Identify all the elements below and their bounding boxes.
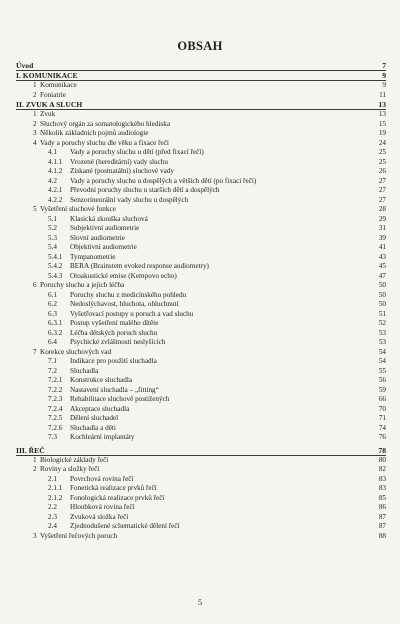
toc-entry-page: 87 (378, 522, 386, 530)
toc-entry-label: Vady a poruchy sluchu u dospělých a větších dětí (po fixaci řečí) (70, 176, 257, 185)
toc-entry-label: Několik základních pojmů audiologie (40, 129, 149, 137)
toc-entry (16, 177, 386, 187)
toc-entry-label: Korekce sluchových vad (40, 347, 112, 356)
table-of-contents (16, 61, 386, 541)
toc-entry-page: 71 (378, 414, 386, 422)
page-number: 5 (198, 598, 202, 607)
toc-entry (16, 319, 386, 329)
toc-entry (16, 532, 386, 542)
toc-entry-label: Povrchová rovina řečí (70, 474, 134, 483)
toc-entry-page: 59 (378, 385, 386, 394)
toc-entry-number: 6.1 (48, 290, 57, 299)
toc-entry-label: Subjektivní audiometrie (70, 224, 140, 232)
toc-entry-page: 25 (378, 148, 386, 156)
toc-entry-number: 5 (33, 205, 37, 213)
toc-entry-label: Poruchy sluchu a jejich léčba (40, 281, 125, 289)
toc-entry-label: Objektivní audiometrie (70, 243, 137, 251)
toc-entry-number: 4 (33, 138, 37, 147)
toc-entry (16, 196, 386, 206)
toc-entry-number: 2.4 (48, 522, 57, 530)
toc-entry-page: 9 (382, 81, 386, 89)
toc-entry-page: 66 (378, 395, 386, 403)
toc-entry (16, 386, 386, 396)
toc-entry (16, 414, 386, 424)
toc-entry (16, 367, 386, 377)
toc-entry (16, 129, 386, 139)
toc-entry-number: 2 (33, 90, 37, 99)
toc-entry-number: 6.3 (48, 309, 57, 318)
toc-entry-label: Vrozené (hereditární) vady sluchu (70, 157, 168, 166)
toc-entry-label: Slovní audiometrie (70, 233, 125, 242)
toc-entry (16, 81, 386, 91)
toc-entry-label: Roviny a složky řečí (40, 465, 100, 473)
toc-entry-number: 5.4 (48, 243, 57, 251)
toc-entry-label: Zvuk (40, 110, 56, 118)
toc-entry-label: Vyšetření sluchové funkce (40, 205, 116, 213)
toc-entry-number: 4.1.2 (48, 167, 63, 175)
toc-entry (16, 475, 386, 485)
toc-entry-label: Hloubková rovina řečí (70, 503, 135, 511)
toc-entry-page: 50 (378, 290, 386, 299)
toc-entry-page: 29 (378, 214, 386, 223)
toc-entry-page: 56 (378, 376, 386, 384)
toc-entry-number: 6.2 (48, 300, 57, 308)
toc-entry-label: Vady a poruchy sluchu u dětí (před fixací řečí) (70, 148, 204, 156)
toc-entry-label: Vyšetřovací postupy u poruch a vad sluchu (70, 309, 194, 318)
toc-entry-number: 5.4.1 (48, 252, 63, 261)
toc-entry (16, 148, 386, 158)
toc-entry-page: 78 (378, 445, 386, 455)
toc-entry-page: 85 (378, 493, 386, 502)
toc-entry-number: 4.2.2 (48, 195, 63, 204)
toc-entry (16, 110, 386, 120)
toc-entry (16, 484, 386, 494)
toc-entry-page: 50 (378, 300, 386, 308)
toc-entry-number: 7.2.2 (48, 385, 63, 394)
toc-entry-label: Akceptace sluchadla (70, 404, 130, 413)
toc-entry-page: 83 (378, 484, 386, 492)
toc-entry-page: 45 (378, 262, 386, 270)
toc-entry-label: BERA (Brainstem evoked response audiometry) (70, 262, 209, 270)
toc-entry (16, 281, 386, 291)
toc-entry-number: 2.1 (48, 474, 57, 483)
toc-section-heading (16, 100, 386, 110)
toc-entry-page: 47 (378, 271, 386, 280)
toc-section-heading (16, 61, 386, 71)
toc-entry-number: 7.2.6 (48, 423, 63, 432)
toc-entry-number: 6 (33, 281, 37, 289)
toc-entry (16, 91, 386, 101)
toc-entry-number: 1 (33, 110, 37, 118)
toc-entry (16, 120, 386, 130)
toc-entry-label: Nastavení sluchadla – „fitting“ (70, 385, 159, 394)
toc-entry (16, 215, 386, 225)
toc-entry-number: 3 (33, 531, 37, 540)
toc-entry-page: 11 (379, 90, 386, 99)
toc-entry-label: Vady a poruchy sluchu dle věku a fixace řečí (40, 138, 169, 147)
toc-entry-label: III. ŘEČ (16, 445, 45, 455)
toc-entry-label: Senzorineurální vady sluchu u dospělých (70, 195, 189, 204)
toc-entry-page: 27 (378, 195, 386, 204)
toc-entry-page: 86 (378, 503, 386, 511)
toc-entry (16, 405, 386, 415)
toc-entry (16, 167, 386, 177)
toc-entry-page: 27 (378, 176, 386, 185)
toc-entry-page: 54 (378, 347, 386, 356)
toc-entry-label: I. KOMUNIKACE (16, 71, 78, 80)
toc-entry (16, 395, 386, 405)
toc-entry-label: Indikace pro použití sluchadla (70, 357, 157, 365)
toc-entry-label: Sluchadla (70, 366, 99, 375)
toc-entry-label: Tympanometrie (70, 252, 116, 261)
toc-entry-page: 19 (378, 129, 386, 137)
toc-entry-number: 7.3 (48, 433, 57, 441)
toc-entry (16, 272, 386, 282)
toc-section-heading (16, 71, 386, 81)
toc-entry (16, 522, 386, 532)
toc-entry-number: 7.2.4 (48, 404, 63, 413)
toc-entry-number: 3 (33, 129, 37, 137)
toc-entry-label: Vyšetření řečových poruch (40, 531, 118, 540)
toc-entry (16, 376, 386, 386)
toc-section-heading (16, 446, 386, 456)
toc-entry-page: 24 (378, 138, 386, 147)
toc-entry-label: Zjednodušené schematické dělení řečí (70, 522, 180, 530)
toc-entry (16, 513, 386, 523)
toc-entry-label: Konstrukce sluchadla (70, 376, 133, 384)
toc-entry-number: 7 (33, 347, 37, 356)
toc-entry (16, 234, 386, 244)
toc-entry (16, 262, 386, 272)
toc-entry-number: 5.1 (48, 214, 57, 223)
toc-entry-page: 9 (382, 71, 386, 80)
toc-entry-page: 87 (378, 512, 386, 521)
toc-entry-number: 2 (33, 465, 37, 473)
toc-entry-number: 2.1.2 (48, 493, 63, 502)
toc-entry-label: Psychické zvláštnosti neslyšících (70, 338, 166, 346)
toc-entry-page: 13 (378, 100, 386, 109)
toc-entry-page: 13 (378, 110, 386, 118)
toc-entry-page: 7 (382, 61, 386, 70)
toc-entry-page: 51 (378, 309, 386, 318)
toc-entry-label: Převodní poruchy sluchu u starších dětí a dospělých (70, 186, 220, 194)
toc-entry-page: 88 (378, 531, 386, 540)
toc-entry (16, 205, 386, 215)
toc-entry-label: II. ZVUK A SLUCH (16, 100, 83, 109)
toc-entry-label: Sluchadla a děti (70, 423, 116, 432)
toc-entry (16, 224, 386, 234)
toc-entry (16, 158, 386, 168)
toc-entry-label: Dělení sluchadel (70, 414, 119, 422)
toc-entry-label: Klasická zkouška sluchová (70, 214, 148, 223)
toc-entry-number: 6.4 (48, 338, 57, 346)
toc-entry (16, 494, 386, 504)
toc-entry-label: Úvod (16, 61, 34, 70)
toc-entry-number: 7.2.1 (48, 376, 63, 384)
toc-entry (16, 186, 386, 196)
toc-entry-number: 6.3.1 (48, 319, 63, 327)
toc-entry-page: 53 (378, 328, 386, 337)
toc-entry-page: 39 (378, 233, 386, 242)
toc-entry-number: 2.2 (48, 503, 57, 511)
toc-entry-page: 26 (378, 167, 386, 175)
toc-entry-label: Rehabilitace sluchově postižených (70, 395, 170, 403)
toc-entry-page: 52 (378, 319, 386, 327)
toc-entry-number: 4.1.1 (48, 157, 63, 166)
toc-entry-label: Nedoslýchavost, hluchota, ohluchnutí (70, 300, 179, 308)
toc-entry-page: 41 (378, 243, 386, 251)
toc-entry-page: 31 (378, 224, 386, 232)
toc-entry-label: Biologické základy řečí (40, 455, 109, 464)
toc-entry (16, 243, 386, 253)
toc-entry-label: Fonologická realizace prvků řečí (70, 493, 165, 502)
toc-entry-number: 5.2 (48, 224, 57, 232)
toc-entry (16, 329, 386, 339)
toc-entry-label: Komunikace (40, 81, 77, 89)
toc-entry-number: 2.1.1 (48, 484, 63, 492)
toc-entry (16, 465, 386, 475)
toc-entry-label: Zvuková složka řečí (70, 512, 129, 521)
toc-entry-page: 53 (378, 338, 386, 346)
toc-entry-label: Získané (postnatální) sluchové vady (70, 167, 174, 175)
toc-entry (16, 348, 386, 358)
toc-entry (16, 433, 386, 443)
toc-entry-page: 82 (378, 465, 386, 473)
toc-entry (16, 338, 386, 348)
toc-entry (16, 424, 386, 434)
toc-entry (16, 310, 386, 320)
toc-entry-page: 25 (378, 157, 386, 166)
toc-entry-number: 7.1 (48, 357, 57, 365)
toc-entry-number: 7.2 (48, 366, 57, 375)
toc-entry-label: Poruchy sluchu z medicínského pohledu (70, 290, 187, 299)
toc-entry-page: 70 (378, 404, 386, 413)
toc-entry-label: Léčba dětských poruch sluchu (70, 328, 158, 337)
toc-entry-number: 1 (33, 81, 37, 89)
toc-entry (16, 456, 386, 466)
toc-entry-page: 74 (378, 423, 386, 432)
toc-entry-number: 7.2.5 (48, 414, 63, 422)
toc-entry-label: Foniatrie (40, 90, 66, 99)
toc-entry (16, 357, 386, 367)
toc-entry-label: Sluchový orgán za somatologického hlediska (40, 119, 171, 128)
toc-entry-page: 27 (378, 186, 386, 194)
toc-entry-page: 83 (378, 474, 386, 483)
toc-entry (16, 253, 386, 263)
toc-entry-number: 5.4.2 (48, 262, 63, 270)
toc-entry-page: 80 (378, 455, 386, 464)
toc-entry-label: Otoakustické emise (Kempovo echo) (70, 271, 177, 280)
toc-entry-label: Kochleární implantáty (70, 433, 135, 441)
toc-entry-number: 4.2 (48, 176, 57, 185)
toc-entry-number: 4.2.1 (48, 186, 63, 194)
toc-entry-number: 6.3.2 (48, 328, 63, 337)
toc-entry-page: 54 (378, 357, 386, 365)
toc-entry-page: 43 (378, 252, 386, 261)
toc-entry-number: 5.3 (48, 233, 57, 242)
toc-entry-page: 76 (378, 433, 386, 441)
toc-entry-number: 2 (33, 119, 37, 128)
toc-entry (16, 503, 386, 513)
page-title: OBSAH (177, 39, 223, 53)
toc-entry-page: 50 (378, 281, 386, 289)
toc-entry-number: 2.3 (48, 512, 57, 521)
toc-entry-page: 55 (378, 366, 386, 375)
toc-entry-number: 4.1 (48, 148, 57, 156)
toc-entry (16, 291, 386, 301)
toc-entry-number: 5.4.3 (48, 271, 63, 280)
toc-entry (16, 139, 386, 149)
toc-entry (16, 300, 386, 310)
toc-entry-number: 1 (33, 455, 37, 464)
toc-entry-page: 15 (378, 119, 386, 128)
toc-entry-number: 7.2.3 (48, 395, 63, 403)
toc-entry-label: Fonetická realizace prvků řečí (70, 484, 157, 492)
toc-entry-label: Postup vyšetření malého dítěte (70, 319, 159, 327)
toc-entry-page: 28 (378, 205, 386, 213)
